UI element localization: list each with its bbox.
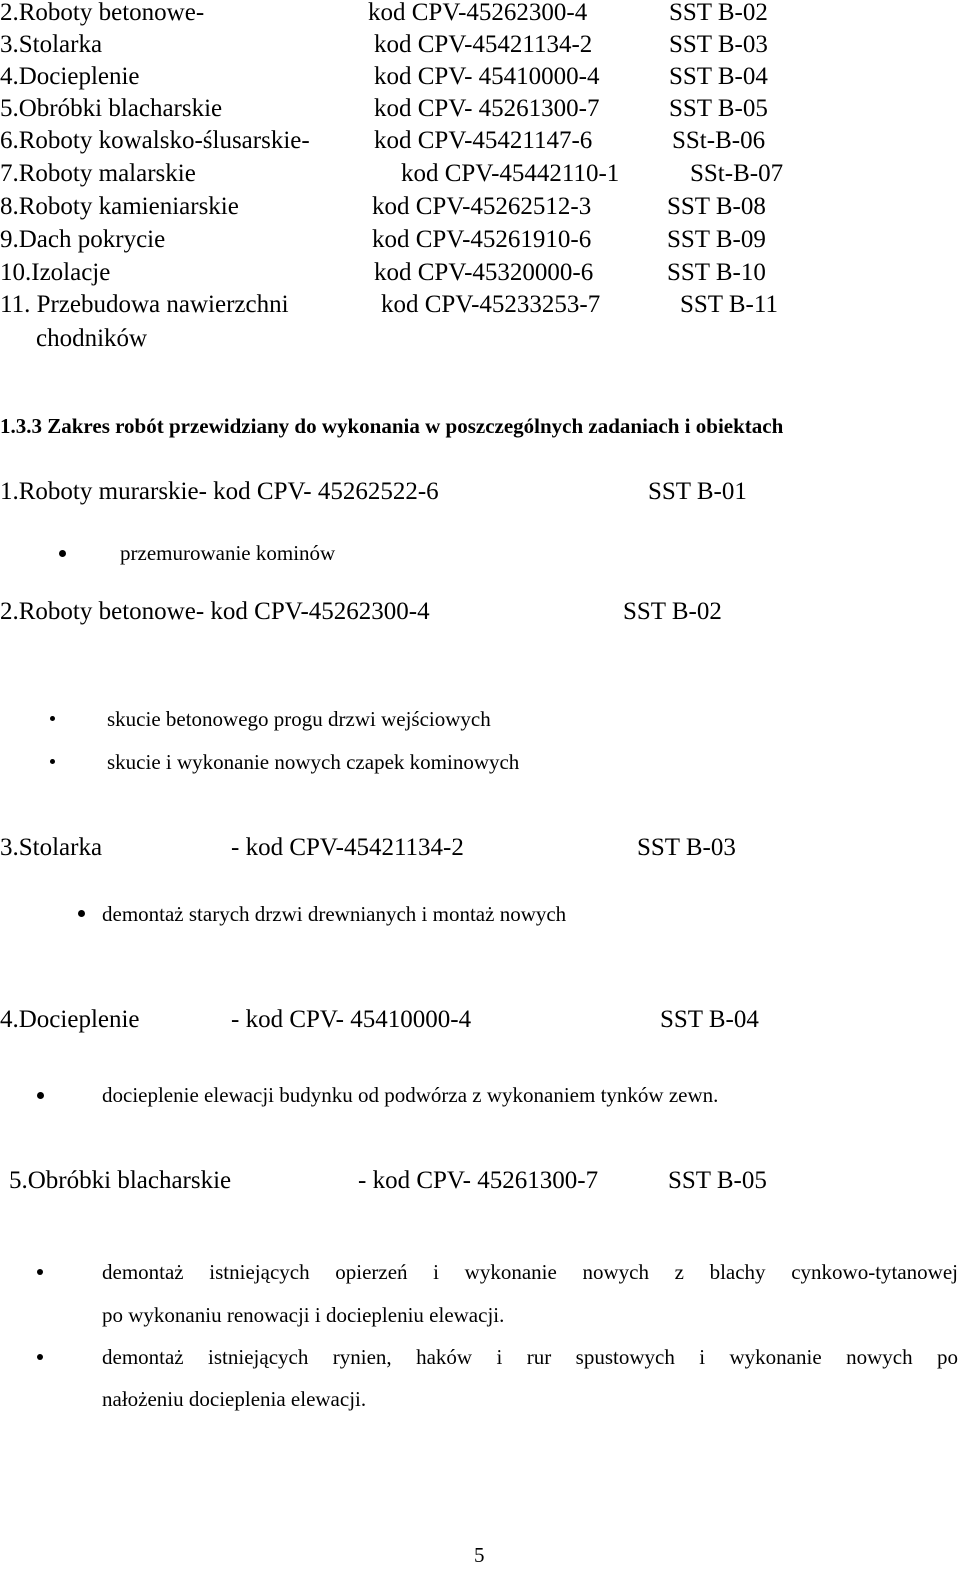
list-item-name: 11. Przebudowa nawierzchni <box>0 291 289 318</box>
task-sst: SST B-02 <box>623 598 722 625</box>
list-item-sst: SST B-04 <box>669 63 768 90</box>
list-item-code: kod CPV-45421134-2 <box>374 31 593 58</box>
task-item: skucie betonowego progu drzwi wejściowych <box>107 707 491 731</box>
section-heading: 1.3.3 Zakres robót przewidziany do wykonania w poszczególnych zadaniach i obiektach <box>0 414 784 438</box>
list-item-sst: SST B-10 <box>667 259 766 286</box>
task-title: 2.Roboty betonowe- kod CPV-45262300-4 <box>0 598 430 625</box>
task-item-continuation: nałożeniu docieplenia elewacji. <box>102 1387 367 1411</box>
page-number: 5 <box>474 1543 485 1567</box>
task-title: 1.Roboty murarskie- kod CPV- 45262522-6 <box>0 478 439 505</box>
task-code: - kod CPV-45421134-2 <box>231 834 464 861</box>
task-item: skucie i wykonanie nowych czapek kominowych <box>107 750 520 774</box>
list-item-name: 3.Stolarka <box>0 31 103 58</box>
task-item: demontaż istniejących rynien, haków i rur spustowych i wykonanie nowych po <box>102 1345 958 1369</box>
list-item-name: 2.Roboty betonowe- <box>0 0 205 26</box>
task-title: 3.Stolarka <box>0 834 103 861</box>
list-item-name: 5.Obróbki blacharskie <box>0 95 223 122</box>
list-item-code: kod CPV- 45261300-7 <box>374 95 600 122</box>
list-item-sst: SST B-05 <box>669 95 768 122</box>
list-item-code: kod CPV-45442110-1 <box>401 160 620 187</box>
task-item: docieplenie elewacji budynku od podwórza z wykonaniem tynków zewn. <box>102 1083 719 1107</box>
task-code: - kod CPV- 45410000-4 <box>231 1006 472 1033</box>
list-item-sst: SST B-11 <box>680 291 778 318</box>
task-code: - kod CPV- 45261300-7 <box>358 1167 599 1194</box>
list-item-code: kod CPV-45421147-6 <box>374 127 593 154</box>
task-item: demontaż starych drzwi drewnianych i montaż nowych <box>102 902 567 926</box>
list-item-code: kod CPV-45261910-6 <box>372 226 592 253</box>
list-item-continuation: chodników <box>36 325 148 352</box>
list-item-name: 8.Roboty kamieniarskie <box>0 193 239 220</box>
task-title: 5.Obróbki blacharskie <box>9 1167 232 1194</box>
list-item-name: 7.Roboty malarskie <box>0 160 196 187</box>
bullet-icon <box>37 1269 43 1275</box>
task-item: przemurowanie kominów <box>120 541 336 565</box>
list-item-name: 9.Dach pokrycie <box>0 226 166 253</box>
list-item-sst: SST B-09 <box>667 226 766 253</box>
list-item-name: 10.Izolacje <box>0 259 111 286</box>
list-item-sst: SST B-08 <box>667 193 766 220</box>
list-item-code: kod CPV-45262512-3 <box>372 193 592 220</box>
bullet-icon <box>50 716 55 721</box>
task-sst: SST B-05 <box>668 1167 767 1194</box>
bullet-icon <box>78 910 85 917</box>
task-sst: SST B-03 <box>637 834 736 861</box>
list-item-sst: SST B-03 <box>669 31 768 58</box>
list-item-name: 4.Docieplenie <box>0 63 140 90</box>
bullet-icon <box>59 550 66 557</box>
task-item: demontaż istniejących opierzeń i wykonanie nowych z blachy cynkowo-tytanowej <box>102 1260 958 1284</box>
list-item-sst: SSt-B-06 <box>672 127 766 154</box>
list-item-sst: SST B-02 <box>669 0 768 26</box>
list-item-code: kod CPV-45320000-6 <box>374 259 594 286</box>
list-item-name: 6.Roboty kowalsko-ślusarskie- <box>0 127 310 154</box>
bullet-icon <box>37 1354 43 1360</box>
list-item-code: kod CPV-45262300-4 <box>368 0 588 26</box>
list-item-sst: SSt-B-07 <box>690 160 784 187</box>
task-item-continuation: po wykonaniu renowacji i dociepleniu elewacji. <box>102 1303 505 1327</box>
bullet-icon <box>37 1092 44 1099</box>
task-sst: SST B-01 <box>648 478 747 505</box>
task-sst: SST B-04 <box>660 1006 759 1033</box>
bullet-icon <box>50 759 55 764</box>
task-title: 4.Docieplenie <box>0 1006 140 1033</box>
list-item-code: kod CPV- 45410000-4 <box>374 63 600 90</box>
list-item-code: kod CPV-45233253-7 <box>381 291 601 318</box>
